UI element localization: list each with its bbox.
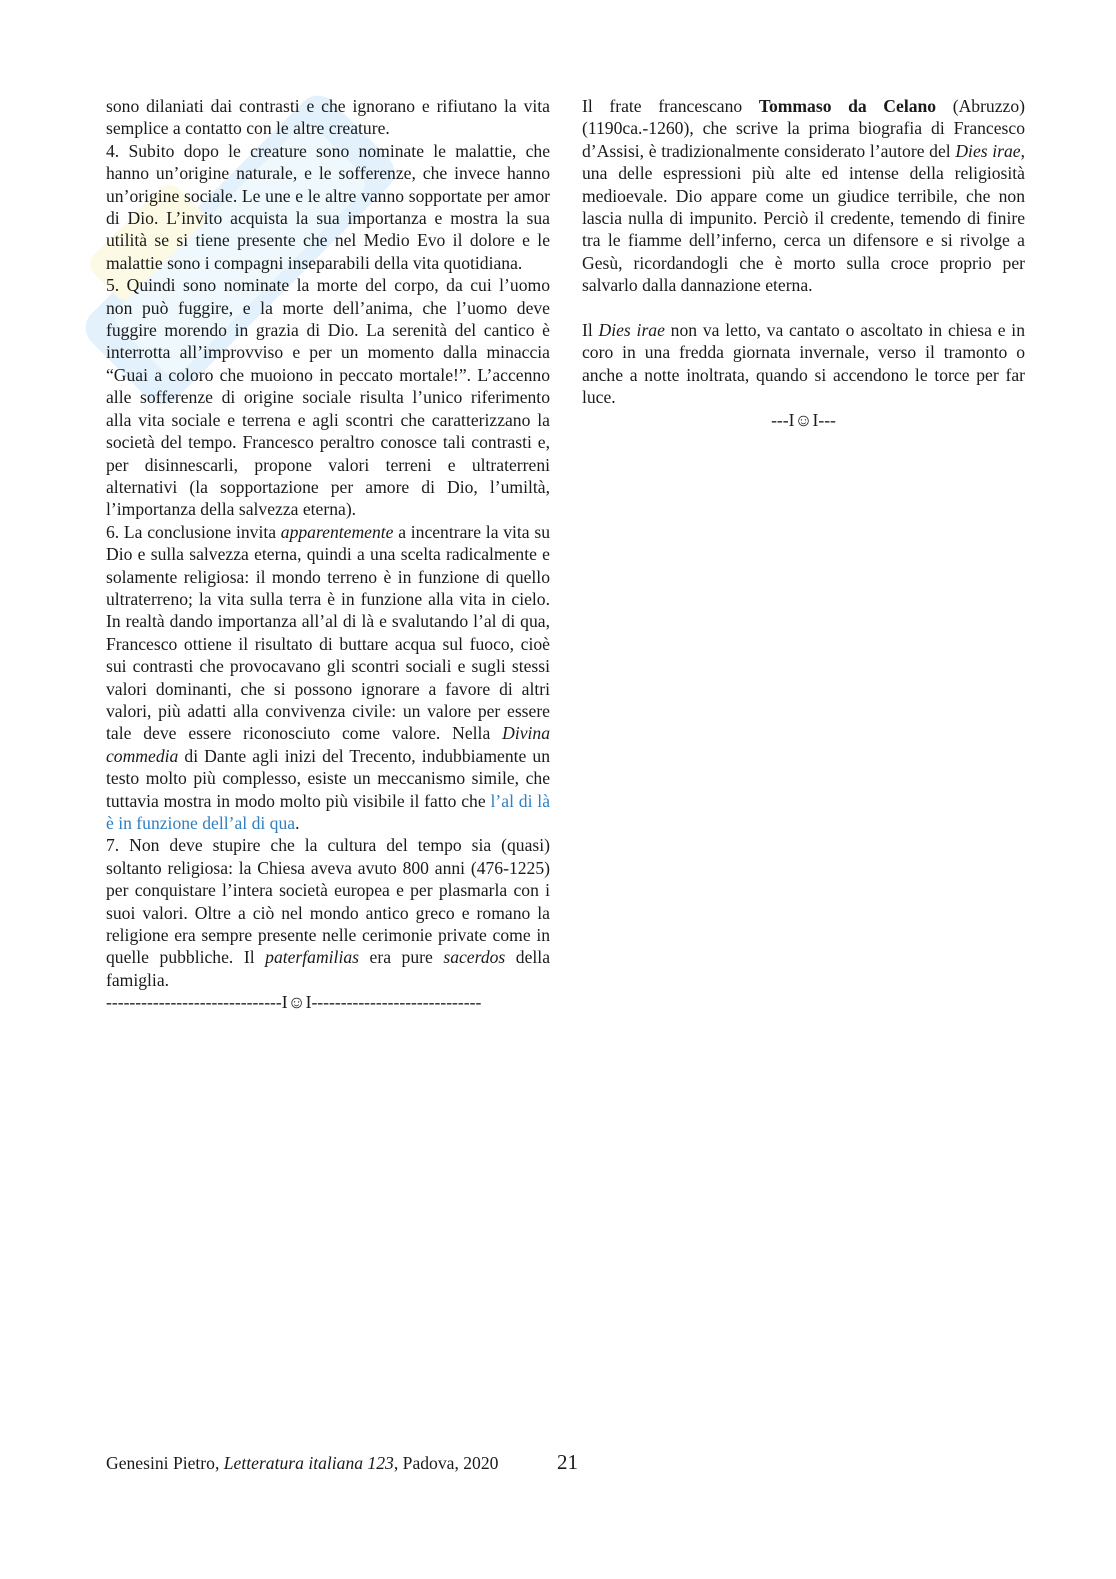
paragraph-6: 6. La conclusione invita apparentemente a incentrare la vita su Dio e sulla salvezza eterna, quindi a una scelta radicalmente e solamente religiosa: il mondo terreno è in funzione di quello ultraterreno; la vita sulla terra è in funzione alla vita in cielo. In realtà dando importanza all’al di là e svalutando l’al di qua, Francesco ottiene il risultato di buttare acqua sul fuoco, cioè sui contrasti che provocavano gli scontri sociali e sugli stessi valori dominanti, che si possono ignorare a favore di altri valori, più adatti alla convivenza civile: un valore per essere tale deve essere riconosciuto come valore. Nella Divina commedia di Dante agli inizi del Trecento, indubbiamente un testo molto più complesso, esiste un meccanismo simile, che tuttavia mostra in modo molto più visibile il fatto che l’al di là è in funzione dell’al di qua. (106, 521, 551, 833)
section-separator: ---I☺I--- (771, 409, 836, 430)
paragraph-dies-irae: Il Dies irae non va letto, va cantato o ascoltato in chiesa e in coro in una fredda giornata invernale, verso il tramonto o anche a notte inoltrata, quando si accendono le torce per far luce. (582, 320, 1025, 408)
cross-reference-link[interactable]: l’al di là è in funzione dell’al di qua (106, 790, 551, 833)
right-column (582, 95, 1025, 431)
page-number: 21 (557, 1450, 578, 1474)
paragraph-intro: sono dilaniati dai contrasti e che ignorano e rifiutano la vita semplice a contatto con le altre creature. (106, 96, 550, 139)
paragraph-7: 7. Non deve stupire che la cultura del tempo sia (quasi) soltanto religiosa: la Chiesa aveva avuto 800 anni (476-1225) per conquistare l’intera società europea e per plasmarla con i suoi valori. Oltre a ciò nel mondo antico greco e romano la religione era sempre presente nelle cerimonie private come in quelle pubbliche. Il paterfamilias era pure sacerdos della famiglia. (106, 835, 550, 990)
page-footer: Genesini Pietro, Letteratura italiana 123, Padova, 2020 (106, 1453, 499, 1473)
paragraph-4: 4. Subito dopo le creature sono nominate le malattie, che hanno un’origine naturale, e le sofferenze, che invece hanno un’origine sociale. Le une e le altre vanno sopportate per amor di Dio. L’invito acquista la sua importanza e mostra la sua utilità se si tiene presente che nel Medio Evo il dolore e le malattie sono i compagni inseparabili della vita quotidiana. (106, 140, 550, 273)
left-column (106, 95, 550, 1014)
paragraph-tommaso: Il frate francescano Tommaso da Celano (Abruzzo) (1190ca.-1260), che scrive la prima biografia di Francesco d’Assisi, è tradizionalmente considerato l’autore del Dies irae, una delle espressioni più alte ed intense della religiosità medioevale. Dio appare come un giudice terribile, che non lascia nulla di impunito. Perciò il credente, temendo di finire tra le fiamme dell’inferno, cerca un difensore e si rivolge a Gesù, ricordandogli che è morto sulla croce proprio per salvarlo dalla dannazione eterna. (582, 96, 1025, 296)
paragraph-5: 5. Quindi sono nominate la morte del corpo, da cui l’uomo non può fuggire, e la morte dell’anima, che l’uomo deve fuggire morendo in grazia di Dio. La serenità del cantico è interrotta all’improvviso e per un momento dalla minaccia “Guai a coloro che muoiono in peccato mortale!”. L’accenno alle sofferenze di origine sociale risulta l’unico riferimento alla vita sociale e terrena e agli scontri che caratterizzano la società del tempo. Francesco peraltro conosce tali contrasti e, per disinnescarli, propone valori terreni e ultraterreni alternativi (la sopportazione per amore di Dio, l’umiltà, l’importanza della salvezza eterna). (106, 275, 550, 520)
section-separator: ------------------------------I☺I----------------------------- (106, 992, 482, 1013)
